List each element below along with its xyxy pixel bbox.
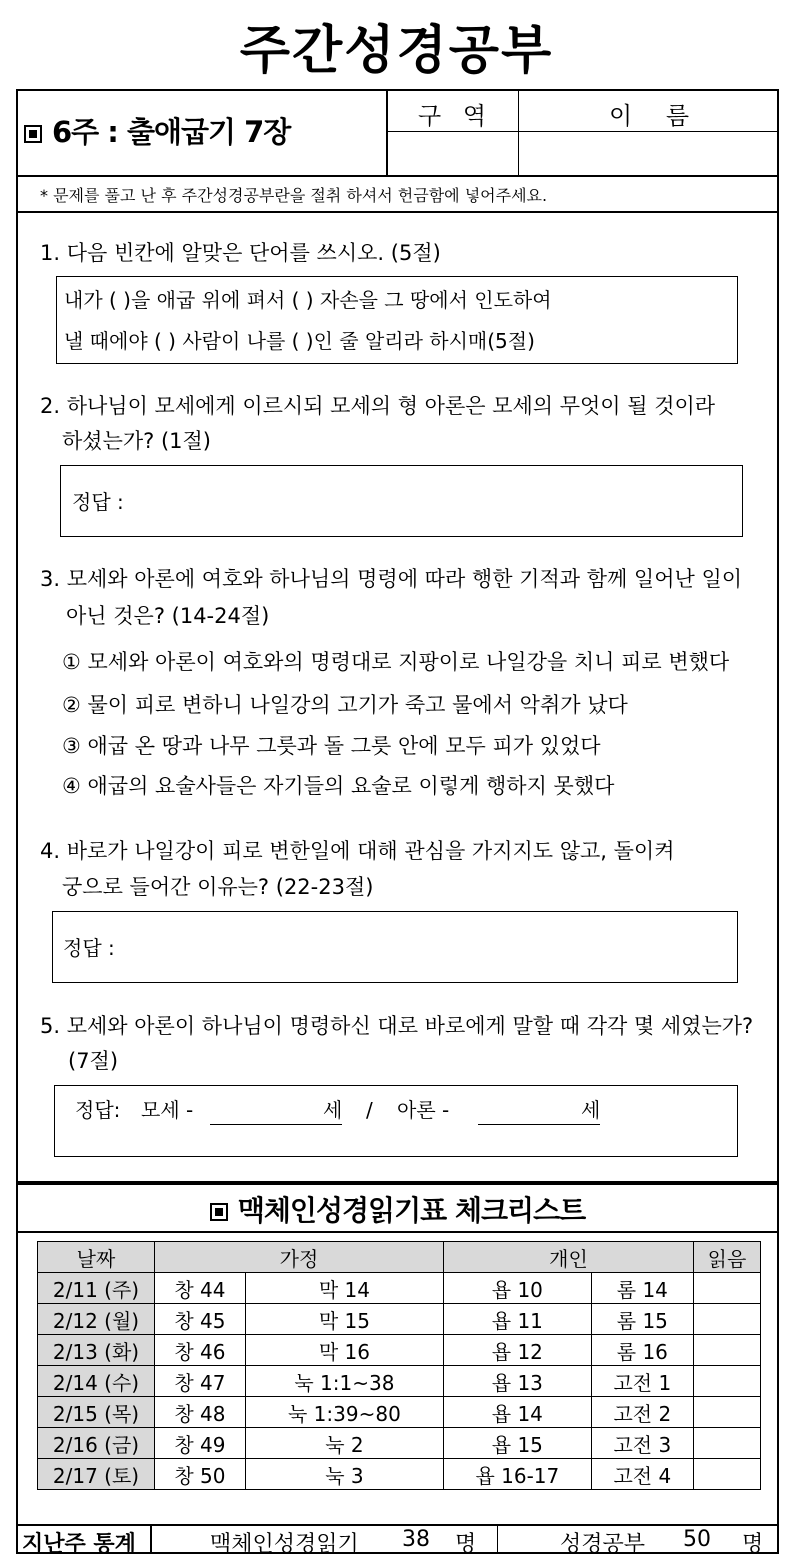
read-checkbox-cell[interactable] bbox=[694, 1335, 761, 1366]
q3-option-2[interactable]: ② 물이 피로 변하니 나일강의 고기가 죽고 물에서 악취가 났다 bbox=[62, 693, 628, 717]
q1-fill-line2[interactable]: 낼 때에야 ( ) 사람이 나를 ( )인 줄 알리라 하시매(5절) bbox=[64, 329, 535, 353]
table-row bbox=[38, 1459, 761, 1490]
name-label: 이 름 bbox=[609, 102, 689, 130]
table-row bbox=[38, 1366, 761, 1397]
family-reading-1: 창 44 bbox=[155, 1273, 246, 1304]
personal-reading-2: 고전 3 bbox=[591, 1428, 693, 1459]
family-reading-1: 창 46 bbox=[155, 1335, 246, 1366]
family-reading-2: 막 14 bbox=[245, 1273, 443, 1304]
read-checkbox-cell[interactable] bbox=[694, 1459, 761, 1490]
reading-checklist-table bbox=[37, 1241, 761, 1490]
personal-reading-1: 욥 12 bbox=[444, 1335, 592, 1366]
table-row bbox=[38, 1304, 761, 1335]
q4-answer-label: 정답 : bbox=[63, 936, 115, 960]
question-2-line1: 2. 하나님이 모세에게 이르시되 모세의 형 아론은 모세의 무엇이 될 것이라 bbox=[40, 394, 716, 418]
stats-reading-label: 맥체인성경읽기 bbox=[210, 1532, 359, 1557]
family-reading-1: 창 50 bbox=[155, 1459, 246, 1490]
district-label: 구 역 bbox=[418, 102, 486, 130]
date-cell: 2/14 (수) bbox=[38, 1366, 155, 1397]
header-family: 가정 bbox=[155, 1242, 444, 1273]
read-checkbox-cell[interactable] bbox=[694, 1273, 761, 1304]
personal-reading-2: 고전 2 bbox=[591, 1397, 693, 1428]
square-bullet-icon bbox=[210, 1203, 228, 1221]
q2-answer-box[interactable] bbox=[60, 465, 743, 537]
stats-label: 지난주 통계 bbox=[22, 1532, 136, 1557]
checklist-title-text: 맥체인성경읽기표 체크리스트 bbox=[237, 1194, 586, 1227]
page-title: 주간성경공부 bbox=[239, 21, 554, 81]
read-checkbox-cell[interactable] bbox=[694, 1397, 761, 1428]
q1-fill-line1[interactable]: 내가 ( )을 애굽 위에 펴서 ( ) 자손을 그 땅에서 인도하여 bbox=[64, 288, 552, 312]
stats-reading-unit: 명 bbox=[455, 1532, 477, 1557]
stats-study-label: 성경공부 bbox=[560, 1532, 646, 1557]
q5-slash: / bbox=[366, 1098, 373, 1122]
q5-moses-unit: 세 bbox=[323, 1098, 343, 1122]
square-bullet-icon bbox=[24, 125, 42, 143]
header-read: 읽음 bbox=[694, 1242, 761, 1273]
personal-reading-1: 욥 10 bbox=[444, 1273, 592, 1304]
personal-reading-1: 욥 14 bbox=[444, 1397, 592, 1428]
personal-reading-1: 욥 16-17 bbox=[444, 1459, 592, 1490]
family-reading-2: 눅 2 bbox=[245, 1428, 443, 1459]
family-reading-1: 창 49 bbox=[155, 1428, 246, 1459]
q5-answer-label: 정답: bbox=[75, 1098, 121, 1122]
table-header-row bbox=[38, 1242, 761, 1273]
instruction-note: * 문제를 풀고 난 후 주간성경공부란을 절취 하셔서 헌금함에 넣어주세요. bbox=[40, 186, 548, 205]
personal-reading-2: 롬 16 bbox=[591, 1335, 693, 1366]
stats-reading-count: 38 bbox=[402, 1527, 430, 1552]
family-reading-1: 창 47 bbox=[155, 1366, 246, 1397]
q3-option-4[interactable]: ④ 애굽의 요술사들은 자기들의 요술로 이렇게 행하지 못했다 bbox=[62, 774, 615, 798]
personal-reading-2: 롬 15 bbox=[591, 1304, 693, 1335]
date-cell: 2/15 (목) bbox=[38, 1397, 155, 1428]
family-reading-2: 막 15 bbox=[245, 1304, 443, 1335]
family-reading-1: 창 45 bbox=[155, 1304, 246, 1335]
q3-option-1[interactable]: ① 모세와 아론이 여호와의 명령대로 지팡이로 나일강을 치니 피로 변했다 bbox=[62, 650, 730, 674]
read-checkbox-cell[interactable] bbox=[694, 1428, 761, 1459]
header-date: 날짜 bbox=[38, 1242, 155, 1273]
table-row bbox=[38, 1273, 761, 1304]
personal-reading-2: 롬 14 bbox=[591, 1273, 693, 1304]
table-row bbox=[38, 1428, 761, 1459]
date-cell: 2/16 (금) bbox=[38, 1428, 155, 1459]
family-reading-1: 창 48 bbox=[155, 1397, 246, 1428]
date-cell: 2/17 (토) bbox=[38, 1459, 155, 1490]
stats-study-unit: 명 bbox=[742, 1532, 764, 1557]
family-reading-2: 눅 1:1~38 bbox=[245, 1366, 443, 1397]
week-header bbox=[24, 110, 290, 151]
week-header-text: 6주 : 출애굽기 7장 bbox=[52, 115, 291, 149]
question-1: 1. 다음 빈칸에 알맞은 단어를 쓰시오. (5절) bbox=[40, 241, 441, 265]
question-3-line1: 3. 모세와 아론에 여호와 하나님의 명령에 따라 행한 기적과 함께 일어난 일이 bbox=[40, 567, 743, 591]
personal-reading-1: 욥 15 bbox=[444, 1428, 592, 1459]
q5-aaron-unit: 세 bbox=[581, 1098, 601, 1122]
q5-moses-label: 모세 - bbox=[141, 1098, 194, 1122]
q4-answer-box[interactable] bbox=[52, 911, 738, 983]
question-3-line2: 아닌 것은? (14-24절) bbox=[66, 604, 270, 628]
q5-aaron-label: 아론 - bbox=[397, 1098, 450, 1122]
question-5-line1: 5. 모세와 아론이 하나님이 명령하신 대로 바로에게 말할 때 각각 몇 세였는가? bbox=[40, 1014, 754, 1038]
read-checkbox-cell[interactable] bbox=[694, 1304, 761, 1335]
personal-reading-1: 욥 13 bbox=[444, 1366, 592, 1397]
question-2-line2: 하셨는가? (1절) bbox=[62, 429, 211, 453]
header-personal: 개인 bbox=[444, 1242, 694, 1273]
q2-answer-label: 정답 : bbox=[72, 490, 124, 514]
stats-study-count: 50 bbox=[683, 1527, 711, 1552]
date-cell: 2/11 (주) bbox=[38, 1273, 155, 1304]
district-field[interactable] bbox=[388, 132, 518, 175]
personal-reading-2: 고전 1 bbox=[591, 1366, 693, 1397]
read-checkbox-cell[interactable] bbox=[694, 1366, 761, 1397]
q3-option-3[interactable]: ③ 애굽 온 땅과 나무 그릇과 돌 그릇 안에 모두 피가 있었다 bbox=[62, 734, 601, 758]
date-cell: 2/13 (화) bbox=[38, 1335, 155, 1366]
personal-reading-1: 욥 11 bbox=[444, 1304, 592, 1335]
name-field[interactable] bbox=[519, 132, 779, 175]
checklist-title bbox=[16, 1189, 779, 1229]
family-reading-2: 눅 1:39~80 bbox=[245, 1397, 443, 1428]
table-row bbox=[38, 1397, 761, 1428]
table-row bbox=[38, 1335, 761, 1366]
date-cell: 2/12 (월) bbox=[38, 1304, 155, 1335]
personal-reading-2: 고전 4 bbox=[591, 1459, 693, 1490]
family-reading-2: 눅 3 bbox=[245, 1459, 443, 1490]
question-5-line2: (7절) bbox=[68, 1049, 119, 1073]
family-reading-2: 막 16 bbox=[245, 1335, 443, 1366]
question-4-line1: 4. 바로가 나일강이 피로 변한일에 대해 관심을 가지지도 않고, 돌이켜 bbox=[40, 839, 675, 863]
question-4-line2: 궁으로 들어간 이유는? (22-23절) bbox=[62, 875, 374, 899]
